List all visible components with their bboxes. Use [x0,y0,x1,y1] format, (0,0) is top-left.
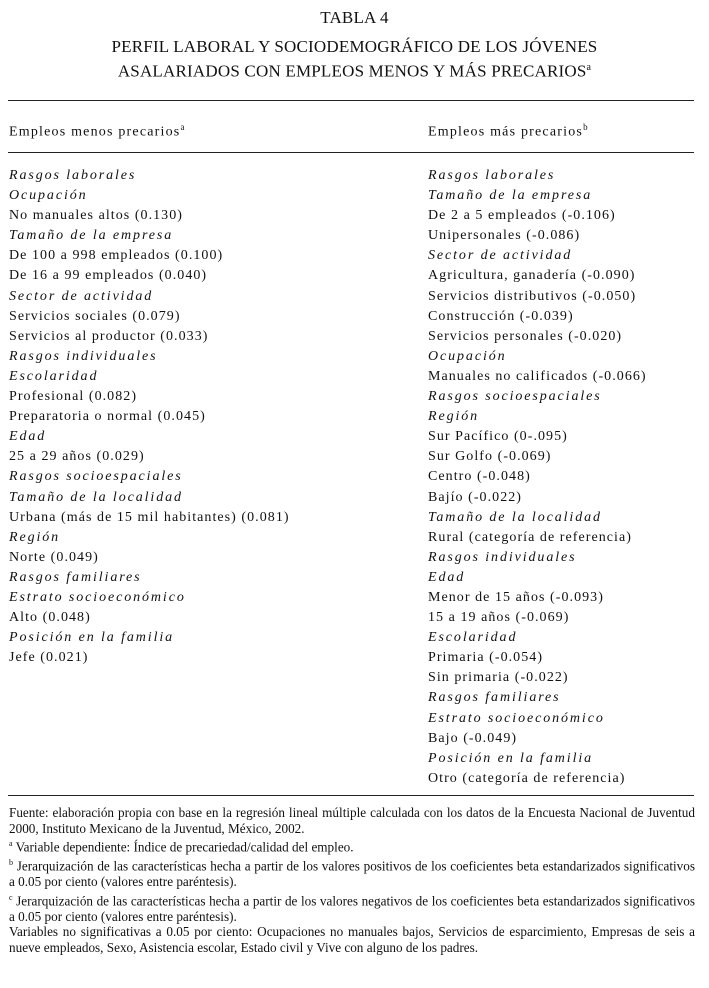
category-label: Rasgos socioespaciales [9,469,183,485]
note-c-mark: c [9,892,13,902]
right-column-header-text: Empleos más precarios [428,124,584,140]
variable-row: Preparatoria o normal (0.045) [9,409,206,425]
variable-row: 15 a 19 años (-0.069) [428,610,570,626]
variable-row: Agricultura, ganadería (-0.090) [428,268,636,284]
non-significant-note: Variables no significativas a 0.05 por ciento: Ocupaciones no manuales bajos, Servicios de esparcimiento, Empresas de seis a nueve empleados, Sexo, Asistencia escolar, Estado civil y Vive con alguno de los padres. [9,924,695,955]
category-label: Posición en la familia [9,630,175,646]
variable-row: Sin primaria (-0.022) [428,670,569,686]
left-header-footnote-mark: a [180,122,185,132]
variable-row: De 100 a 998 empleados (0.100) [9,248,224,264]
category-label: Tamaño de la empresa [428,188,593,204]
table-title-line-1: PERFIL LABORAL Y SOCIODEMOGRÁFICO DE LOS JÓVENES [111,37,598,56]
variable-row: Otro (categoría de referencia) [428,770,626,786]
category-label: Rasgos laborales [428,168,556,183]
category-label: Edad [9,429,47,445]
note-b-mark: b [9,858,13,868]
variable-row: De 2 a 5 empleados (-0.106) [428,208,616,224]
category-label: Región [428,409,480,425]
variable-row: Bajío (-0.022) [428,489,523,505]
note-a-mark: a [9,839,13,849]
category-label: Rasgos familiares [9,569,142,585]
variable-row: Centro (-0.048) [428,469,531,485]
note-c [9,890,695,925]
right-column-header [428,122,588,141]
category-label: Escolaridad [9,368,99,384]
note-b-text: Jerarquización de las características hecha a partir de los valores positivos de los coeficientes beta estandarizados significativos a 0.05 por ciento (valores entre paréntesis). [9,858,695,890]
category-label: Ocupación [9,188,88,204]
category-label: Sector de actividad [9,288,154,304]
source-note: Fuente: elaboración propia con base en la regresión lineal múltiple calculada con los datos de la Encuesta Nacional de Juventud 2000, Instituto Mexicano de la Juventud, México, 2002. [9,805,695,836]
title-footnote-mark: a [586,62,592,73]
variable-row: No manuales altos (0.130) [9,208,183,224]
variable-row: Servicios sociales (0.079) [9,308,181,324]
category-label: Rasgos socioespaciales [428,389,602,405]
variable-row: Primaria (-0.054) [428,650,544,666]
top-rule [8,100,694,101]
category-label: Sector de actividad [428,248,573,264]
variable-row: Rural (categoría de referencia) [428,529,632,545]
variable-row: Construcción (-0.039) [428,308,574,324]
category-label: Rasgos familiares [428,690,561,706]
variable-row: Bajo (-0.049) [428,730,518,746]
category-label: Rasgos laborales [9,168,137,183]
variable-row: Norte (0.049) [9,549,99,565]
table-notes [9,805,695,956]
category-label: Tamaño de la localidad [428,509,602,525]
right-column-list [428,166,647,789]
variable-row: Servicios personales (-0.020) [428,328,623,344]
variable-row: Servicios distributivos (-0.050) [428,288,637,304]
category-label: Ocupación [428,348,507,364]
category-label: Tamaño de la localidad [9,489,183,505]
note-a [9,836,695,855]
category-label: Tamaño de la empresa [9,228,174,244]
variable-row: Jefe (0.021) [9,650,89,666]
table-number: TABLA 4 [320,8,389,27]
variable-row: Menor de 15 años (-0.093) [428,589,604,605]
variable-row: Urbana (más de 15 mil habitantes) (0.081) [9,509,290,525]
category-label: Edad [428,569,466,585]
table-title-text: ASALARIADOS CON EMPLEOS MENOS Y MÁS PRECARIOS [117,61,587,81]
variable-row: Alto (0.048) [9,610,91,626]
variable-row: Sur Golfo (-0.069) [428,449,552,465]
note-c-text: Jerarquización de las características hecha a partir de los valores negativos de los coeficientes beta estandarizados significativos a 0.05 por ciento (valores entre paréntesis). [9,893,695,924]
category-label: Región [9,529,61,545]
left-column-list [9,166,290,668]
left-column-header-text: Empleos menos precarios [9,124,181,140]
category-label: Rasgos individuales [9,348,158,364]
bottom-rule [8,795,694,796]
variable-row: De 16 a 99 empleados (0.040) [9,268,208,284]
variable-row: Profesional (0.082) [9,389,138,405]
variable-row: 25 a 29 años (0.029) [9,449,145,465]
variable-row: Unipersonales (-0.086) [428,228,581,244]
category-label: Rasgos individuales [428,549,577,565]
note-b [9,855,695,890]
left-column-header [9,122,184,141]
category-label: Estrato socioeconómico [9,589,186,605]
variable-row: Servicios al productor (0.033) [9,328,209,344]
note-a-text: Variable dependiente: Índice de precariedad/calidad del empleo. [12,839,354,855]
header-rule [8,152,694,153]
variable-row: Sur Pacífico (0-.095) [428,429,568,445]
right-header-footnote-mark: b [583,122,588,132]
variable-row: Manuales no calificados (-0.066) [428,368,647,384]
category-label: Escolaridad [428,630,518,646]
category-label: Posición en la familia [428,750,594,766]
category-label: Estrato socioeconómico [428,710,605,726]
table-title-line-2 [0,57,709,83]
